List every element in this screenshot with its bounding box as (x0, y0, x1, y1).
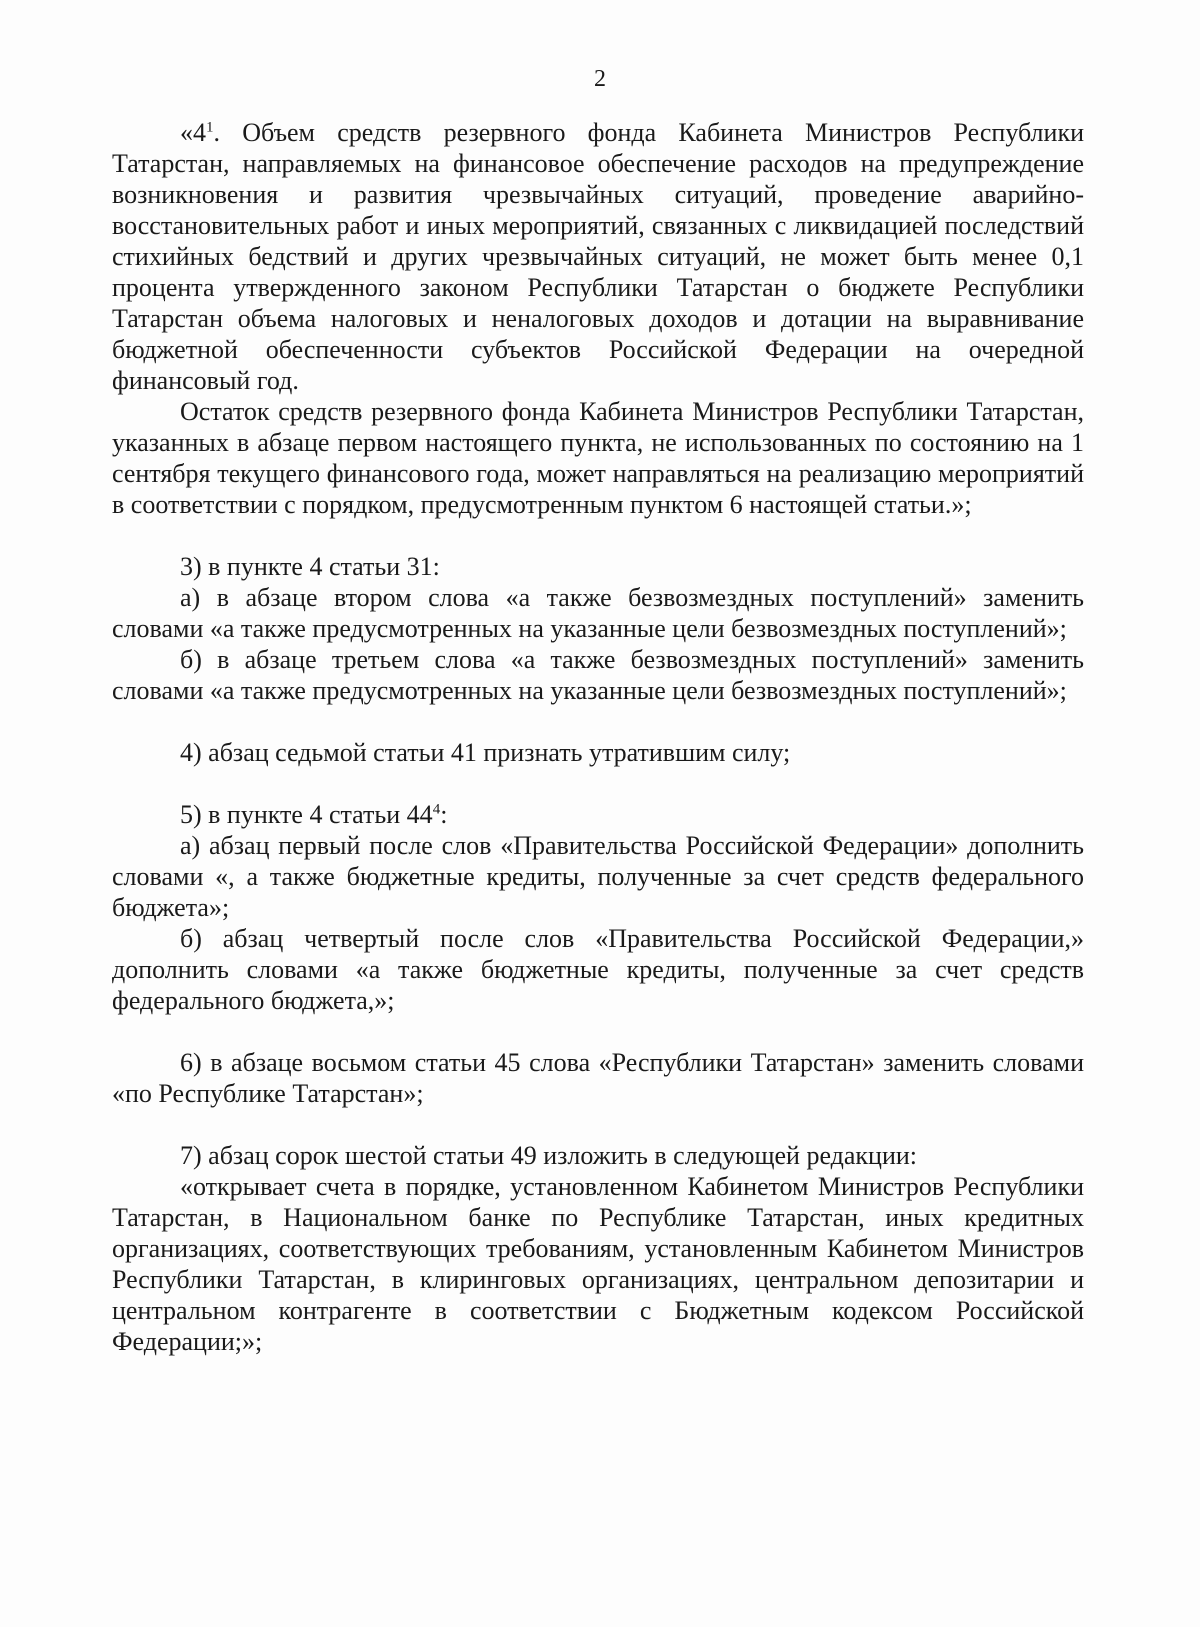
paragraph-item-5b: б) абзац четвертый после слов «Правительства Российской Федерации,» дополнить словами «а также бюджетные кредиты, полученные за счет средств федерального бюджета,»; (112, 924, 1084, 1015)
spacer (112, 706, 1084, 737)
spacer (112, 1016, 1084, 1047)
paragraph-item-3b: б) в абзаце третьем слова «а также безвозмездных поступлений» заменить словами «а также предусмотренных на указанные цели безвозмездных поступлений»; (112, 645, 1084, 705)
paragraph-item-7: 7) абзац сорок шестой статьи 49 изложить в следующей редакции: (180, 1141, 918, 1170)
paragraph-item-5 (112, 799, 1084, 830)
paragraph-article-4-1 (112, 117, 1084, 396)
paragraph-item-6: 6) в абзаце восьмом статьи 45 слова «Республики Татарстан» заменить словами «по Республике Татарстан»; (112, 1048, 1084, 1108)
paragraph-item-7-text: «открывает счета в порядке, установленном Кабинетом Министров Республики Татарстан, в Национальном банке по Республике Татарстан, иных кредитных организациях, соответствующих требованиям, установленным Кабинетом Министров Республики Татарстан, в клиринговых организациях, центральном депозитарии и центральном контрагенте в соответствии с Бюджетным кодексом Российской Федерации;»; (112, 1172, 1084, 1356)
paragraph-item-3a: а) в абзаце втором слова «а также безвозмездных поступлений» заменить словами «а также предусмотренных на указанные цели безвозмездных поступлений»; (112, 583, 1084, 643)
paragraph-text: : (440, 800, 448, 829)
superscript: 4 (432, 801, 441, 818)
paragraph-text: . Объем средств резервного фонда Кабинета Министров Республики Татарстан, направляемых на финансовое обеспечение расходов на предупреждение возникновения и развития чрезвычайных ситуаций, проведение аварийно-восстановительных работ и иных мероприятий, связанных с ликвидацией последствий стихийных бедствий и других чрезвычайных ситуаций, не может быть менее 0,1 процента утвержденного законом Республики Татарстан о бюджете Республики Татарстан объема налоговых и неналоговых доходов и дотации на выравнивание бюджетной обеспеченности субъектов Российской Федерации на очередной финансовый год. (112, 118, 1084, 395)
page-number: 2 (594, 66, 606, 92)
paragraph-item-4: 4) абзац седьмой статьи 41 признать утратившим силу; (180, 738, 791, 767)
spacer (112, 768, 1084, 799)
paragraph-item-5a: а) абзац первый после слов «Правительства Российской Федерации» дополнить словами «, а также бюджетные кредиты, полученные за счет средств федерального бюджета»; (112, 831, 1084, 922)
paragraph-prefix: «4 (180, 118, 206, 147)
paragraph-item-3: 3) в пункте 4 статьи 31: (180, 552, 440, 581)
paragraph-remainder: Остаток средств резервного фонда Кабинета Министров Республики Татарстан, указанных в абзаце первом настоящего пункта, не использованных по состоянию на 1 сентября текущего финансового года, может направляться на реализацию мероприятий в соответствии с порядком, предусмотренным пунктом 6 настоящей статьи.»; (112, 397, 1084, 519)
document-body (112, 117, 1084, 1357)
spacer (112, 1109, 1084, 1140)
paragraph-prefix: 5) в пункте 4 статьи 44 (180, 800, 433, 829)
superscript: 1 (206, 119, 214, 136)
spacer (112, 520, 1084, 551)
